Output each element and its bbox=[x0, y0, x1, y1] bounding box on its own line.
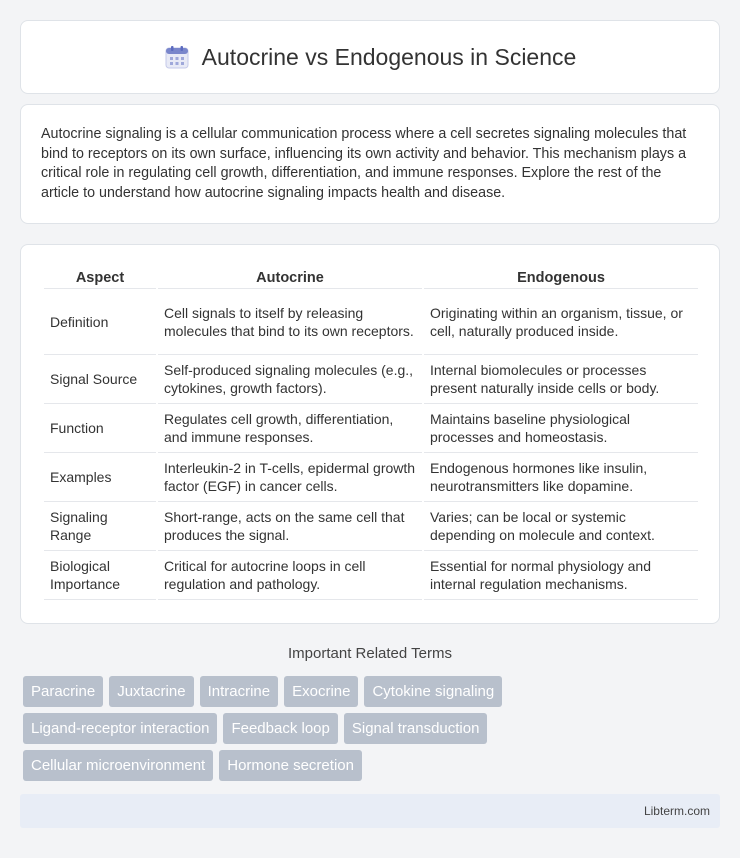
table-cell: Function bbox=[44, 404, 156, 453]
tag-paracrine[interactable]: Paracrine bbox=[23, 676, 103, 707]
table-row bbox=[44, 551, 698, 600]
comparison-table bbox=[42, 265, 700, 600]
tag-cytokine-signaling[interactable]: Cytokine signaling bbox=[364, 676, 502, 707]
related-terms bbox=[23, 676, 723, 787]
table-cell: Internal biomolecules or processes present naturally inside cells or body. bbox=[424, 355, 698, 404]
table-cell: Signaling Range bbox=[44, 502, 156, 551]
table-cell: Self-produced signaling molecules (e.g., cytokines, growth factors). bbox=[158, 355, 422, 404]
tag-exocrine[interactable]: Exocrine bbox=[284, 676, 358, 707]
page-title: Autocrine vs Endogenous in Science bbox=[201, 43, 577, 70]
table-cell: Interleukin-2 in T-cells, epidermal growth factor (EGF) in cancer cells. bbox=[158, 453, 422, 502]
table-cell: Essential for normal physiology and internal regulation mechanisms. bbox=[424, 551, 698, 600]
table-row bbox=[44, 502, 698, 551]
tag-signal-transduction[interactable]: Signal transduction bbox=[344, 713, 488, 744]
table-cell: Endogenous hormones like insulin, neurotransmitters like dopamine. bbox=[424, 453, 698, 502]
tag-row bbox=[23, 676, 723, 707]
table-cell: Varies; can be local or systemic depending on molecule and context. bbox=[424, 502, 698, 551]
table-cell: Examples bbox=[44, 453, 156, 502]
table-row bbox=[44, 404, 698, 453]
tag-ligand-receptor-interaction[interactable]: Ligand-receptor interaction bbox=[23, 713, 217, 744]
tag-hormone-secretion[interactable]: Hormone secretion bbox=[219, 750, 362, 781]
table-cell: Regulates cell growth, differentiation, and immune responses. bbox=[158, 404, 422, 453]
column-header: Aspect bbox=[44, 265, 156, 289]
intro-card bbox=[20, 104, 720, 224]
related-terms-title: Important Related Terms bbox=[288, 645, 452, 662]
table-row bbox=[44, 453, 698, 502]
table-cell: Signal Source bbox=[44, 355, 156, 404]
intro-text: Autocrine signaling is a cellular communication process where a cell secretes signaling molecules that bind to receptors on its own surface, influencing its own activity and behavior. This mechanism plays a critical role in regulating cell growth, differentiation, and immune responses. Explore the rest of the article to understand how autocrine signaling impacts health and disease. bbox=[41, 126, 687, 201]
calendar-icon bbox=[164, 44, 190, 70]
column-header: Autocrine bbox=[158, 265, 422, 289]
table-cell: Critical for autocrine loops in cell regulation and pathology. bbox=[158, 551, 422, 600]
table-cell: Cell signals to itself by releasing molecules that bind to its own receptors. bbox=[158, 289, 422, 355]
table-cell: Maintains baseline physiological processes and homeostasis. bbox=[424, 404, 698, 453]
title-card bbox=[20, 20, 720, 94]
table-row bbox=[44, 289, 698, 355]
tag-row bbox=[23, 750, 723, 781]
footer-link[interactable]: Libterm.com bbox=[643, 804, 710, 818]
tag-row bbox=[23, 713, 723, 744]
table-cell: Originating within an organism, tissue, or cell, naturally produced inside. bbox=[424, 289, 698, 355]
comparison-card bbox=[20, 244, 720, 624]
tag-cellular-microenvironment[interactable]: Cellular microenvironment bbox=[23, 750, 213, 781]
tag-juxtacrine[interactable]: Juxtacrine bbox=[109, 676, 193, 707]
table-header-row bbox=[44, 265, 698, 289]
table-cell: Biological Importance bbox=[44, 551, 156, 600]
table-cell: Short-range, acts on the same cell that produces the signal. bbox=[158, 502, 422, 551]
table-cell: Definition bbox=[44, 289, 156, 355]
tag-feedback-loop[interactable]: Feedback loop bbox=[223, 713, 337, 744]
tag-intracrine[interactable]: Intracrine bbox=[200, 676, 279, 707]
footer bbox=[20, 794, 720, 828]
table-row bbox=[44, 355, 698, 404]
column-header: Endogenous bbox=[424, 265, 698, 289]
